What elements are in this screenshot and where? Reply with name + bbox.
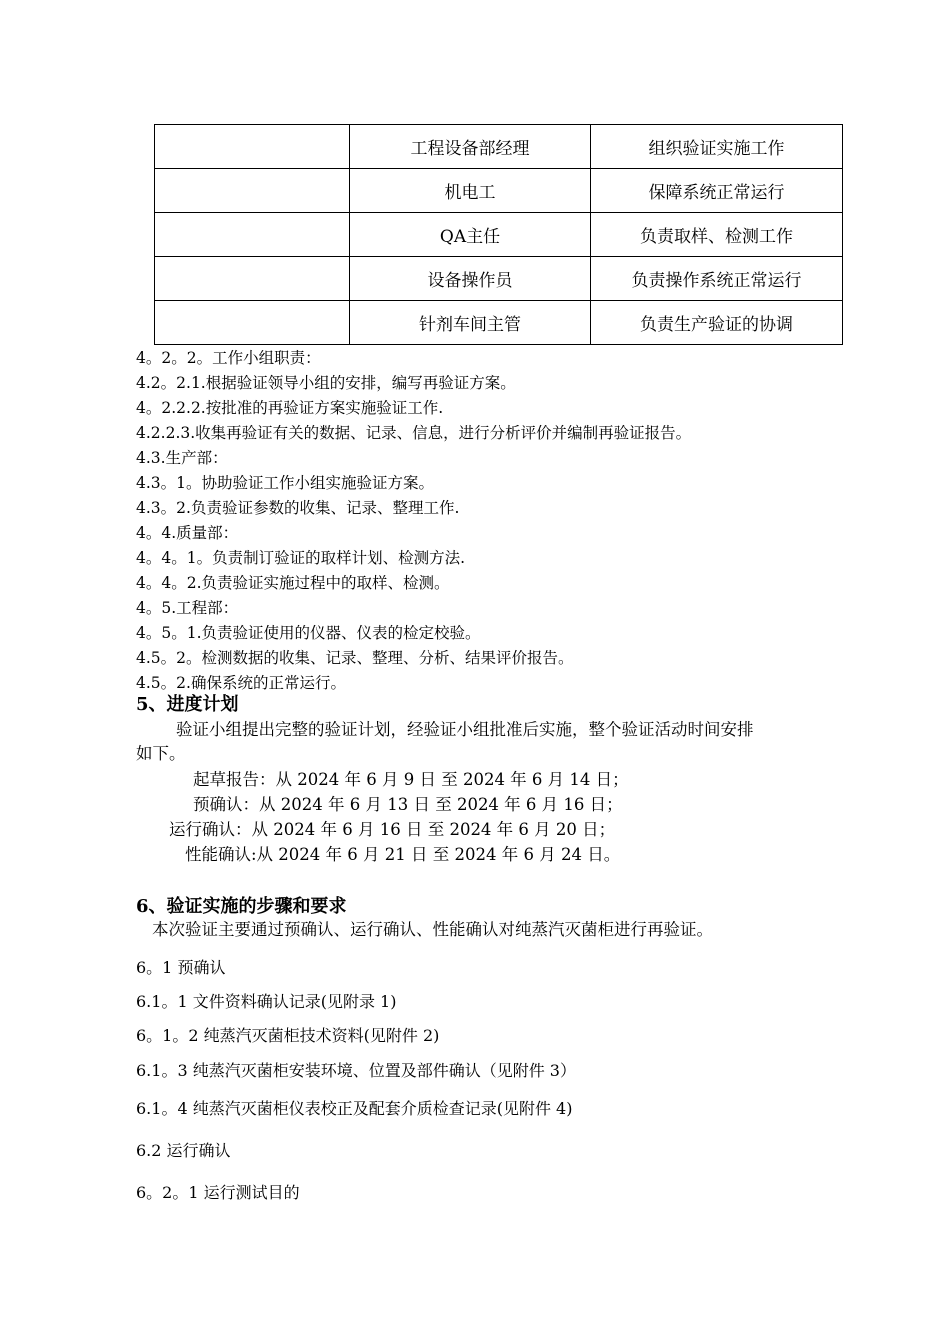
table-cell-role: 工程设备部经理: [350, 125, 591, 169]
schedule-performance-confirmation: 性能确认:从 2024 年 6 月 21 日 至 2024 年 6 月 24 日。: [185, 845, 621, 864]
table-cell-empty: [155, 169, 350, 213]
table-cell-role: 机电工: [350, 169, 591, 213]
table-cell-empty: [155, 213, 350, 257]
table-cell-role: 针剂车间主管: [350, 301, 591, 345]
table-cell-duty: 负责操作系统正常运行: [591, 257, 843, 301]
section-6-intro: 本次验证主要通过预确认、运行确认、性能确认对纯蒸汽灭菌柜进行再验证。: [152, 920, 713, 939]
table-cell-empty: [155, 125, 350, 169]
table-row: [155, 125, 843, 169]
schedule-pre-confirmation: 预确认：从 2024 年 6 月 13 日 至 2024 年 6 月 16 日；: [193, 795, 623, 814]
section-4-line: 4。5。1.负责验证使用的仪器、仪表的检定校验。: [136, 624, 481, 642]
table-row: [155, 301, 843, 345]
table-cell-role: QA主任: [350, 213, 591, 257]
table-cell-empty: [155, 257, 350, 301]
table-row: [155, 213, 843, 257]
step-6-1-3: 6.1。3 纯蒸汽灭菌柜安装环境、位置及部件确认（见附件 3）: [136, 1061, 576, 1080]
step-6-2: 6.2 运行确认: [136, 1141, 231, 1160]
section-5-paragraph: [136, 718, 862, 766]
step-6-1-4: 6.1。4 纯蒸汽灭菌柜仪表校正及配套介质检查记录(见附件 4): [136, 1099, 573, 1118]
section-4-line: 4。5.工程部：: [136, 599, 239, 617]
section-4-line: 4.2.2.3.收集再验证有关的数据、记录、信息，进行分析评价并编制再验证报告。: [136, 424, 692, 442]
section-4-line: 4.5。2.确保系统的正常运行。: [136, 674, 346, 692]
section-4-line: 4.2。2.1.根据验证领导小组的安排，编写再验证方案。: [136, 374, 516, 392]
table-cell-duty: 组织验证实施工作: [591, 125, 843, 169]
section-4-line: 4.5。2。检测数据的收集、记录、整理、分析、结果评价报告。: [136, 649, 574, 667]
roles-table: [154, 124, 843, 345]
table-cell-empty: [155, 301, 350, 345]
section-4-line: 4.3。1。协助验证工作小组实施验证方案。: [136, 474, 435, 492]
section-6-heading: 6、验证实施的步骤和要求: [136, 896, 347, 917]
section-4-line: 4。4。1。负责制订验证的取样计划、检测方法.: [136, 549, 466, 567]
table-cell-duty: 负责生产验证的协调: [591, 301, 843, 345]
step-6-1-2: 6。1。2 纯蒸汽灭菌柜技术资料(见附件 2): [136, 1026, 440, 1045]
section-4-line: 4。4.质量部：: [136, 524, 239, 542]
schedule-draft-report: 起草报告：从 2024 年 6 月 9 日 至 2024 年 6 月 14 日；: [193, 770, 629, 789]
table-row: [155, 257, 843, 301]
section-4-line: 4.3.生产部：: [136, 449, 228, 467]
step-6-1-1: 6.1。1 文件资料确认记录(见附录 1): [136, 992, 397, 1011]
table-row: [155, 169, 843, 213]
table-cell-duty: 负责取样、检测工作: [591, 213, 843, 257]
step-6-1: 6。1 预确认: [136, 958, 226, 977]
section-5-paragraph-line2: 如下。: [136, 744, 186, 763]
table-cell-duty: 保障系统正常运行: [591, 169, 843, 213]
table-cell-role: 设备操作员: [350, 257, 591, 301]
schedule-operation-confirmation: 运行确认：从 2024 年 6 月 16 日 至 2024 年 6 月 20 日；: [169, 820, 616, 839]
step-6-2-1: 6。2。1 运行测试目的: [136, 1183, 300, 1202]
section-4-line: 4。2。2。工作小组职责：: [136, 349, 321, 367]
section-4-line: 4。4。2.负责验证实施过程中的取样、检测。: [136, 574, 450, 592]
section-4-line: 4.3。2.负责验证参数的收集、记录、整理工作.: [136, 499, 460, 517]
section-5-paragraph-line1: 验证小组提出完整的验证计划，经验证小组批准后实施，整个验证活动时间安排: [176, 720, 754, 739]
section-5-heading: 5、进度计划: [136, 694, 239, 715]
section-4-line: 4。2.2.2.按批准的再验证方案实施验证工作.: [136, 399, 444, 417]
